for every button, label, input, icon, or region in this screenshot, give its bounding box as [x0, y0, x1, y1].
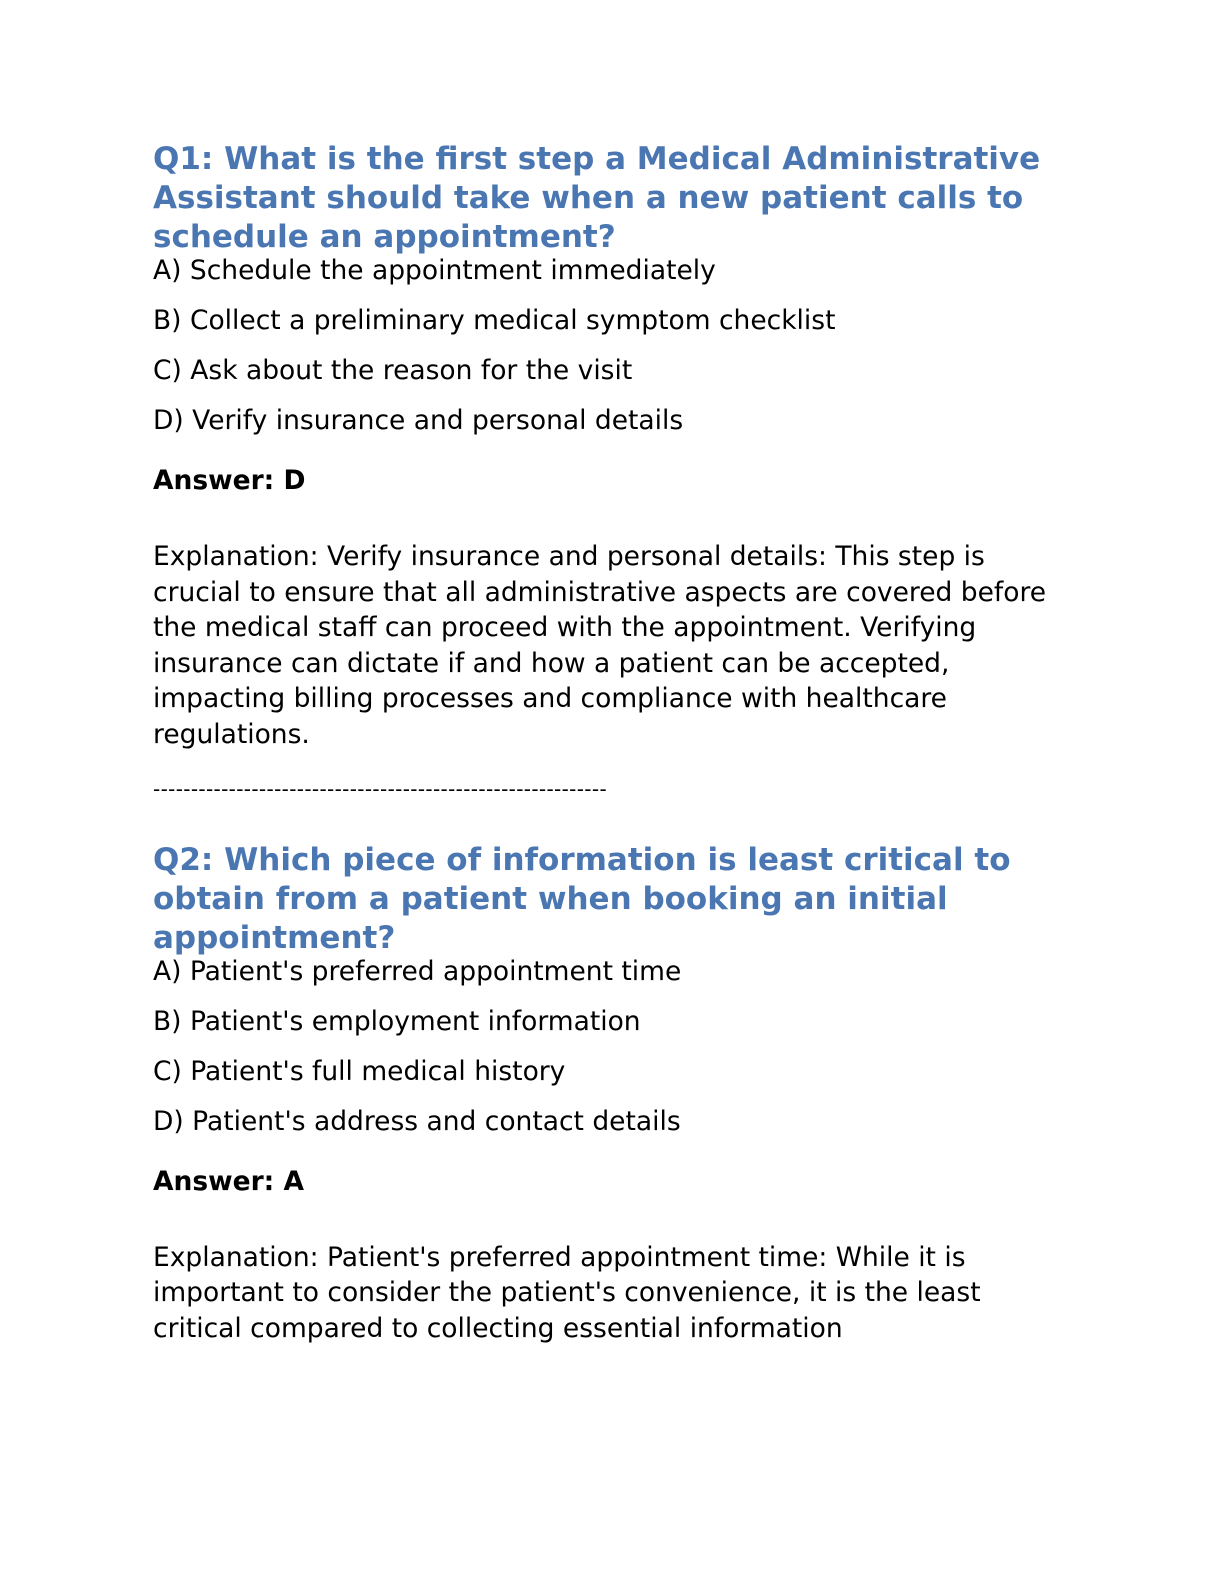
question-2-option-d: D) Patient's address and contact details — [153, 1105, 681, 1137]
question-1-options — [153, 253, 1073, 439]
question-2-explanation: Explanation: Patient's preferred appointment time: While it is important to consider the patient's convenience, it is the least critical compared to collecting essential information — [153, 1241, 981, 1344]
question-2-option-c: C) Patient's full medical history — [153, 1055, 566, 1087]
question-1-option-c: C) Ask about the reason for the visit — [153, 355, 633, 386]
question-1-heading: Q1: What is the first step a Medical Administrative Assistant should take when a new patient calls to schedule an appointment? — [153, 141, 1041, 255]
document-page — [153, 140, 1073, 1346]
question-1-option-d: D) Verify insurance and personal details — [153, 405, 684, 436]
question-block-1 — [153, 140, 1073, 753]
question-block-2 — [153, 841, 1073, 1347]
question-2-options — [153, 954, 1073, 1140]
question-1-option-a: A) Schedule the appointment immediately — [153, 255, 716, 286]
question-1-option-b: B) Collect a preliminary medical symptom checklist — [153, 305, 836, 336]
question-1-explanation: Explanation: Verify insurance and personal details: This step is crucial to ensure that all administrative aspects are covered before the medical staff can proceed with the appointment. Verifying insurance can dictate if and how a patient can be accepted, impacting billing processes and compliance with healthcare regulations. — [153, 541, 1047, 750]
question-separator: ------------------------------------------------------------ — [153, 776, 608, 801]
question-2-answer: Answer: A — [153, 1165, 305, 1197]
question-2-heading: Q2: Which piece of information is least critical to obtain from a patient when booking an initial appointment? — [153, 841, 1011, 956]
question-2-option-a: A) Patient's preferred appointment time — [153, 955, 682, 987]
question-2-option-b: B) Patient's employment information — [153, 1005, 641, 1037]
question-1-answer: Answer: D — [153, 465, 306, 496]
